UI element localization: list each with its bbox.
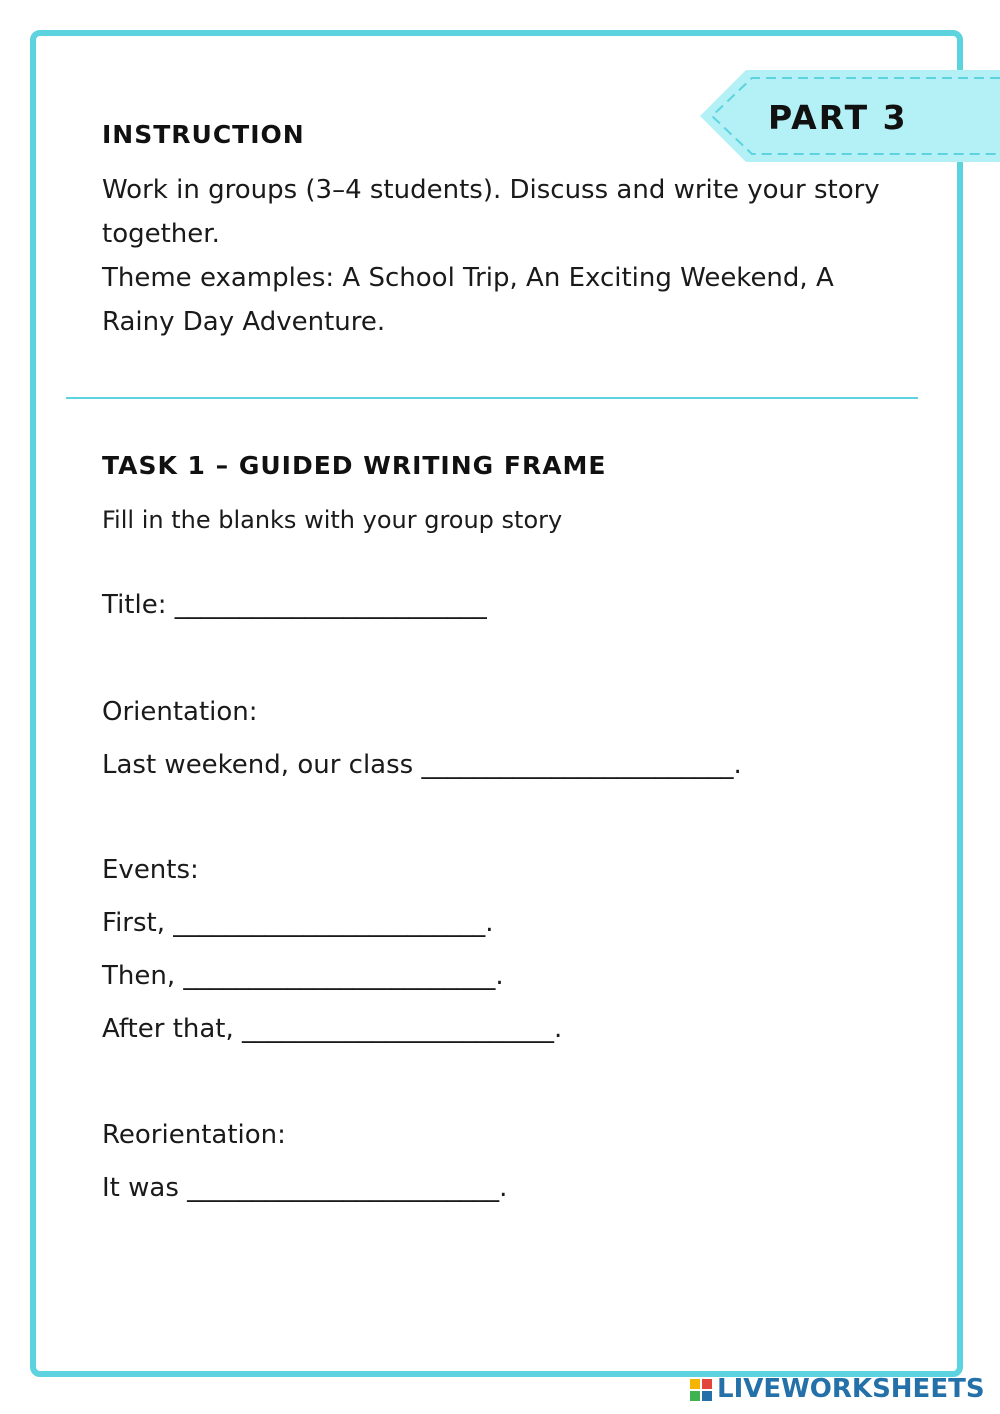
part-label: PART 3 — [768, 98, 908, 137]
event-line-first[interactable]: First, ________________________. — [102, 908, 494, 938]
section-divider — [66, 397, 918, 399]
events-label: Events: — [102, 855, 199, 885]
logo-text: LIVEWORKSHEETS — [717, 1374, 985, 1404]
title-line[interactable]: Title: ________________________ — [102, 590, 487, 620]
reorientation-label: Reorientation: — [102, 1120, 286, 1150]
event-line-after-that[interactable]: After that, ________________________. — [102, 1014, 563, 1044]
instruction-text-1: Work in groups (3–4 students). Discuss and write your story together. — [102, 175, 880, 249]
instruction-text-2: Theme examples: A School Trip, An Exciting Weekend, A Rainy Day Adventure. — [102, 263, 834, 337]
orientation-line[interactable]: Last weekend, our class ________________________. — [102, 750, 742, 780]
part-tab — [700, 70, 1000, 162]
orientation-label: Orientation: — [102, 697, 258, 727]
instruction-heading: INSTRUCTION — [102, 120, 305, 149]
task1-subtitle: Fill in the blanks with your group story — [102, 506, 563, 534]
event-line-then[interactable]: Then, ________________________. — [102, 961, 504, 991]
logo-squares-icon — [690, 1379, 712, 1401]
liveworksheets-logo — [690, 1374, 990, 1408]
reorientation-line[interactable]: It was ________________________. — [102, 1173, 508, 1203]
task1-heading: TASK 1 – GUIDED WRITING FRAME — [102, 451, 607, 480]
